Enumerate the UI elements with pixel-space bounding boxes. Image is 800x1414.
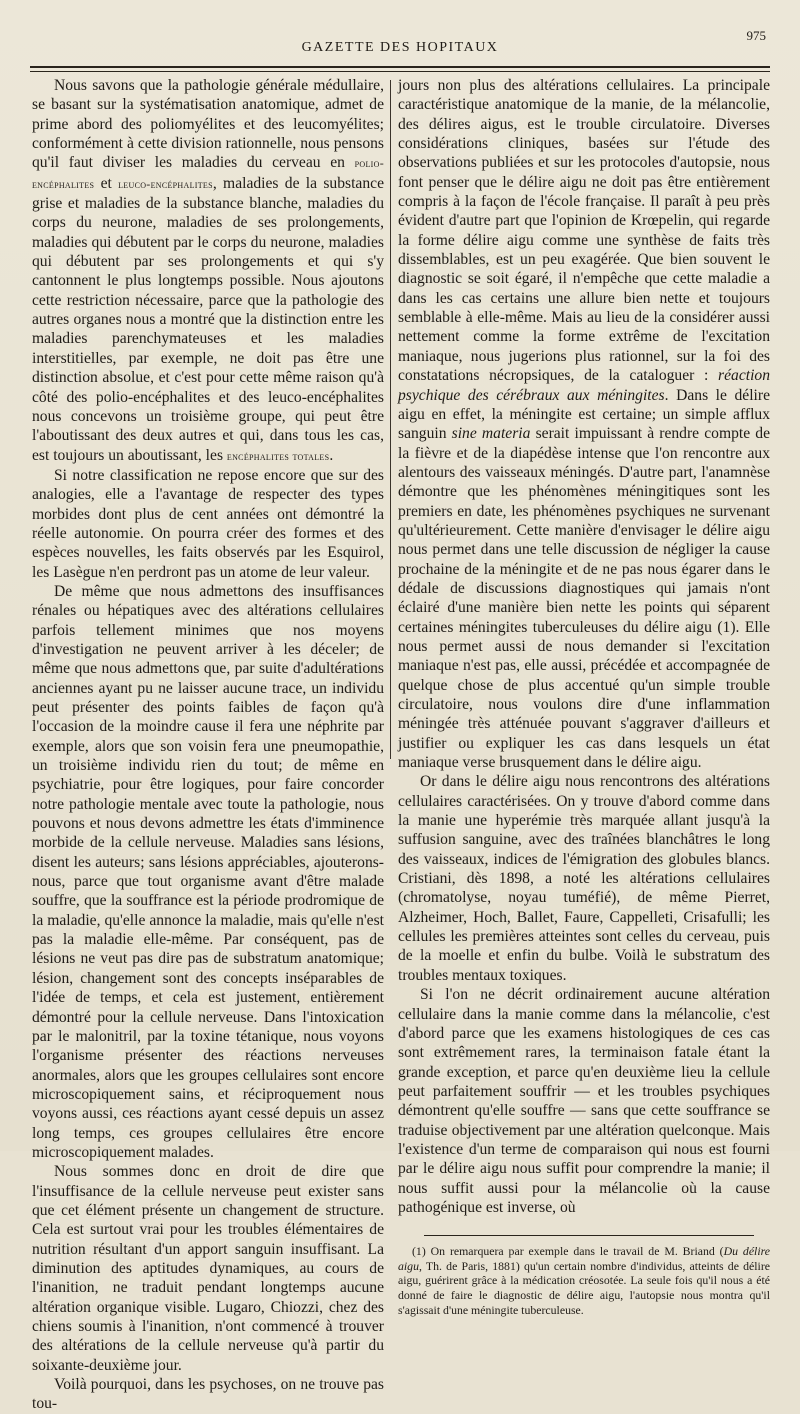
header-rule	[30, 66, 770, 68]
page-number: 975	[746, 28, 766, 43]
small-caps-term: polio-encéphalites	[32, 156, 384, 191]
footnote	[398, 1244, 770, 1317]
paragraph: De même que nous admettons des insuffisances rénales ou hépatiques avec des altérations cellulaires parfois tellement minimes que nos moyens d'investigation ne peuvent arriver à les déceler; de même que nous admettons que, par suite d'adultérations anciennes ayant pu ne laisser aucune trace, un individu peut présenter des points faibles de façon qu'à l'occasion de la moindre cause il fera une néphrite par exemple, alors que son voisin fera une pneumopathie, un troisième individu rien du tout; de même en psychiatrie, pour être logiques, pour faire concorder notre pathologie mentale avec toute la pathologie, nous pouvons et nous devons admettre les états d'imminence morbide de la cellule nerveuse. Maladies sans lésions, disent les auteurs; sans lésions appréciables, ajouterons-nous, parce que tout organisme avant d'être malade souffre, que la souffrance est la période prodromique de la maladie, qu'elle annonce la maladie, mais qu'elle n'est pas la maladie elle-même. Par conséquent, pas de lésions ne veut pas dire pas de substratum anatomique; lésion, changement sont des concepts inséparables de l'idée de temps, et cela est justement, entièrement démontré pour la cellule nerveuse. Dans l'intoxication par le malonitril, par la toxine tétanique, nous voyons l'organisme présenter des réactions nerveuses anormales, alors que les groupes cellulaires sont encore microscopiquement sains, et réciproquement nous voyons aussi, ces réactions ayant cessé depuis un assez long temps, ces groupes cellulaires être encore microscopiquement malades.	[32, 582, 384, 1161]
footnote-text: (1) On remarquera par exemple dans le travail de M. Briand (	[412, 1244, 724, 1259]
paragraph-text: et	[94, 174, 119, 192]
paragraph: Or dans le délire aigu nous rencontrons des altérations cellulaires caractérisées. On y trouve d'abord comme dans la manie une hyperémie très marquée allant jusqu'à la suffusion sanguine, avec des traînées blanchâtres le long des vaisseaux, indices de l'émigration des globules blancs. Cristiani, dès 1898, a noté les altérations cellulaires (chromatolyse, noyau tuméfié), de même Pierret, Alzheimer, Hoch, Ballet, Faure, Cappelleti, Crisafulli; les cellules les premières atteintes sont celles du cerveau, puis de la moelle et enfin du bulbe. Voilà le substratum des troubles mentaux toxiques.	[398, 773, 770, 984]
page-header	[30, 18, 770, 78]
italic-phrase: réaction psychique des cérébraux aux méningites	[398, 367, 770, 404]
footnote-text: , Th. de Paris, 1881) qu'un certain nombre d'individus, atteints de délire aigu, guérirent grâce à la médication créosotée. La seule fois qu'il nous a été donné de faire le diagnostic de délire aigu, l'autopsie nous montra qu'il s'agissait d'une méningite tuberculeuse.	[398, 1258, 770, 1317]
header-rule-thin	[30, 71, 770, 72]
small-caps-term: encéphalites totales	[226, 448, 330, 463]
running-title: GAZETTE DES HOPITAUX	[301, 40, 499, 55]
right-column	[398, 76, 770, 1317]
text-columns	[32, 76, 770, 1413]
paragraph-text: . Dans le délire aigu en effet, la méningite est certaine; un simple afflux sanguin	[398, 386, 770, 443]
paragraph-text: Nous savons que la pathologie générale médullaire, se basant sur la systématisation anatomique, admet de prime abord des poliomyélites et des leucomyélites; conformément à cette division rationnelle, nous pensons qu'il faut diviser les maladies du cerveau en	[32, 77, 384, 172]
paragraph	[32, 76, 384, 466]
paragraph-text: .	[329, 446, 334, 464]
italic-phrase: sine materia	[451, 425, 531, 443]
column-divider	[390, 80, 391, 759]
paragraph	[398, 76, 770, 772]
paragraph: Nous sommes donc en droit de dire que l'insuffisance de la cellule nerveuse peut exister sans que cet élément présente un changement de structure. Cela est surtout vrai pour les troubles élémentaires de nutrition résultant d'un apport sanguin insuffisant. La diminution des aptitudes dynamiques, au cours de l'inanition, ne traduit pendant longtemps aucune altération organique visible. Lugaro, Chiozzi, chez des chiens soumis à l'inanition, n'ont commencé à trouver des altérations de la cellule nerveuse qu'à partir du soixante-deuxième jour.	[32, 1163, 384, 1374]
footnote-italic: Du délire aigu	[398, 1244, 770, 1273]
paragraph: Voilà pourquoi, dans les psychoses, on ne trouve pas tou-	[32, 1376, 384, 1413]
footnote-rule	[424, 1235, 754, 1236]
paragraph-text: , maladies de la substance grise et maladies de la substance blanche, maladies du corps du neurone, maladies de ses prolongements, maladies qui débutent par le corps du neurone, maladies qui débutent par ses prolongements et qui s'y cantonnent le plus longtemps possible. Nous ajoutons cette restriction nécessaire, parce que la pathologie des autres organes nous a montré que la distinction entre les maladies parenchymateuses et les maladies interstitielles, par exemple, ne doit pas être une distinction absolue, et c'est pour cette même raison qu'à côté des polio-encéphalites et des leuco-encéphalites nous concevons un troisième groupe, qui peut être l'aboutissant des deux autres et qui, dans tous les cas, est toujours un aboutissant, les	[32, 174, 384, 464]
small-caps-term: leuco-encéphalites	[118, 176, 213, 191]
paragraph-text: jours non plus des altérations cellulaires. La principale caractéristique anatomique de la manie, de la mélancolie, des délires aigus, est le trouble circulatoire. Diverses considérations cliniques, basées sur l'étude des observations publiées et sur les protocoles d'autopsie, nous font penser que le délire aigu ne doit pas être entièrement compris à la façon de l'école française. Il paraît à peu près évident d'autre part que l'opinion de Krœpelin, qui regarde la forme délire aigu comme une synthèse de faits très dissemblables, est un peu exagérée. Que bien souvent le diagnostic se soit égaré, il n'empêche que cette maladie a dans les cas certains une allure bien nette et toujours semblable à elle-même. Mais au lieu de la considérer aussi nettement comme la forme extrême de l'excitation maniaque, nous jugerions plus rationnel, sur la foi des constatations nécropsiques, de la cataloguer :	[398, 77, 770, 385]
paragraph-text: serait impuissant à rendre compte de la fièvre et de la diapédèse intense que l'on rencontre aux alentours des vaisseaux méningés. D'autre part, l'anamnèse démontre que les phénomènes méningitiques sont les premiers en date, les phénomènes psychiques ne survenant qu'ultérieurement. Cette manière d'envisager le délire aigu nous permet dans une telle discussion de négliger la cause prochaine de la méningite et de ne pas nous égarer dans le dédale de discussions diagnostiques qui jamais n'ont éclairé d'une manière bien nette les points qui séparent certaines méningites tuberculeuses du délire aigu (1). Elle nous permet aussi de nous demander si l'excitation maniaque n'est pas, elle aussi, précédée et accompagnée de quelque chose de plus accentué qu'un simple trouble circulatoire, nous voulons dire d'une inflammation méningée très atténuée pouvant s'aggraver d'ailleurs et justifier ou expliquer les cas dans lesquels un état maniaque verse brusquement dans le délire aigu.	[398, 425, 770, 772]
paragraph: Si l'on ne décrit ordinairement aucune altération cellulaire dans la manie comme dans la mélancolie, c'est d'abord parce que les examens histologiques de ces cas sont extrêmement rares, la terminaison fatale étant la grande exception, et parce qu'en deuxième lieu la cellule peut parfaitement souffrir — et les troubles psychiques démontrent qu'elle souffre — sans que cette souffrance se traduise objectivement par une altération quelconque. Mais l'existence d'un terme de comparaison qui nous est fourni par le délire aigu nous suffit pour comprendre la manie; il nous suffit aussi pour la mélancolie où la cause pathogénique est inverse, où	[398, 986, 770, 1216]
paragraph: Si notre classification ne repose encore que sur des analogies, elle a l'avantage de respecter des types morbides dont plus de cent années ont démontré la réelle autonomie. On pourra créer des formes et des espèces nouvelles, les faits observés par les Esquirol, les Lasègue n'en perdront pas un atome de leur valeur.	[32, 466, 384, 581]
left-column	[32, 76, 384, 1413]
